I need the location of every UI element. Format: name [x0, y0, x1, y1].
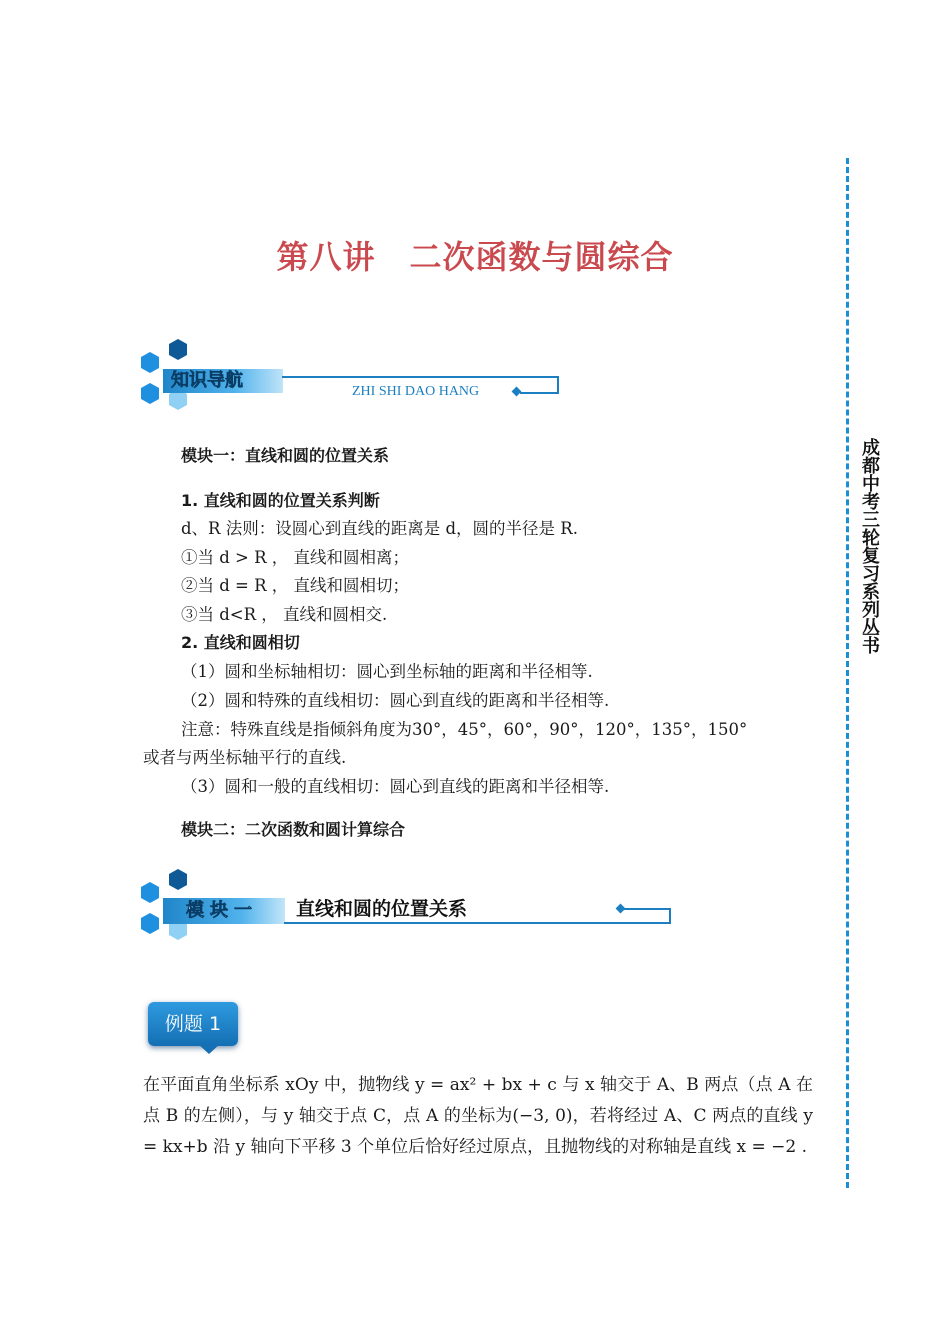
nav-line — [520, 392, 559, 394]
nav-label: 知识导航 — [171, 370, 243, 391]
lecture-number: 第八讲 — [276, 238, 376, 276]
series-title: 成都中考三轮复习系列丛书 — [859, 438, 880, 654]
nav-line — [557, 376, 559, 392]
rule-text: d、R 法则：设圆心到直线的距离是 d，圆的半径是 R. — [181, 519, 578, 538]
tangent-item: （3）圆和一般的直线相切：圆心到直线的距离和半径相等. — [181, 777, 610, 796]
tangent-item: （1）圆和坐标轴相切：圆心到坐标轴的距离和半径相等. — [181, 662, 593, 681]
diamond-icon — [512, 387, 522, 397]
case-item: ③当 d<R ， 直线和圆相交. — [181, 605, 388, 624]
section-heading: 2. 直线和圆相切 — [181, 633, 300, 652]
section-heading: 1. 直线和圆的位置关系判断 — [181, 491, 380, 510]
page-title — [0, 232, 950, 278]
badge-tail — [198, 1044, 220, 1054]
example-badge: 例题 1 — [148, 1002, 238, 1046]
tangent-item: （2）圆和特殊的直线相切：圆心到直线的距离和半径相等. — [181, 691, 610, 710]
example-problem-text: 在平面直角坐标系 xOy 中，抛物线 y = ax² + bx + c 与 x 轴交于 A、B 两点（点 A 在点 B 的左侧），与 y 轴交于点 C，点 A 的坐标为(−3, 0)，若将经过 A、C 两点的直线 y = kx+b 沿 y 轴向下平移 3 个单位后恰好经过原点，且抛物线的对称轴是直线 x = −2 . — [143, 1075, 813, 1157]
module-line — [669, 908, 671, 924]
outline-module2: 模块二：二次函数和圆计算综合 — [181, 820, 406, 839]
nav-line — [282, 376, 559, 378]
module-title: 直线和圆的位置关系 — [296, 898, 468, 920]
outline-module1: 模块一：直线和圆的位置关系 — [181, 446, 390, 465]
module-line — [284, 922, 671, 924]
case-item: ①当 d > R ， 直线和圆相离； — [181, 548, 410, 567]
module-label: 模块一 — [186, 900, 258, 921]
case-item: ②当 d = R ， 直线和圆相切； — [181, 576, 410, 595]
lecture-topic: 二次函数与圆综合 — [409, 238, 674, 276]
note-text-continued: 或者与两坐标轴平行的直线. — [143, 748, 347, 767]
note-text: 注意：特殊直线是指倾斜角度为30°，45°，60°，90°，120°，135°，150° — [181, 720, 748, 739]
nav-subtitle: ZHI SHI DAO HANG — [352, 384, 480, 399]
module-line — [624, 908, 671, 910]
side-dashed-line — [846, 158, 849, 1188]
diamond-icon — [616, 904, 626, 914]
